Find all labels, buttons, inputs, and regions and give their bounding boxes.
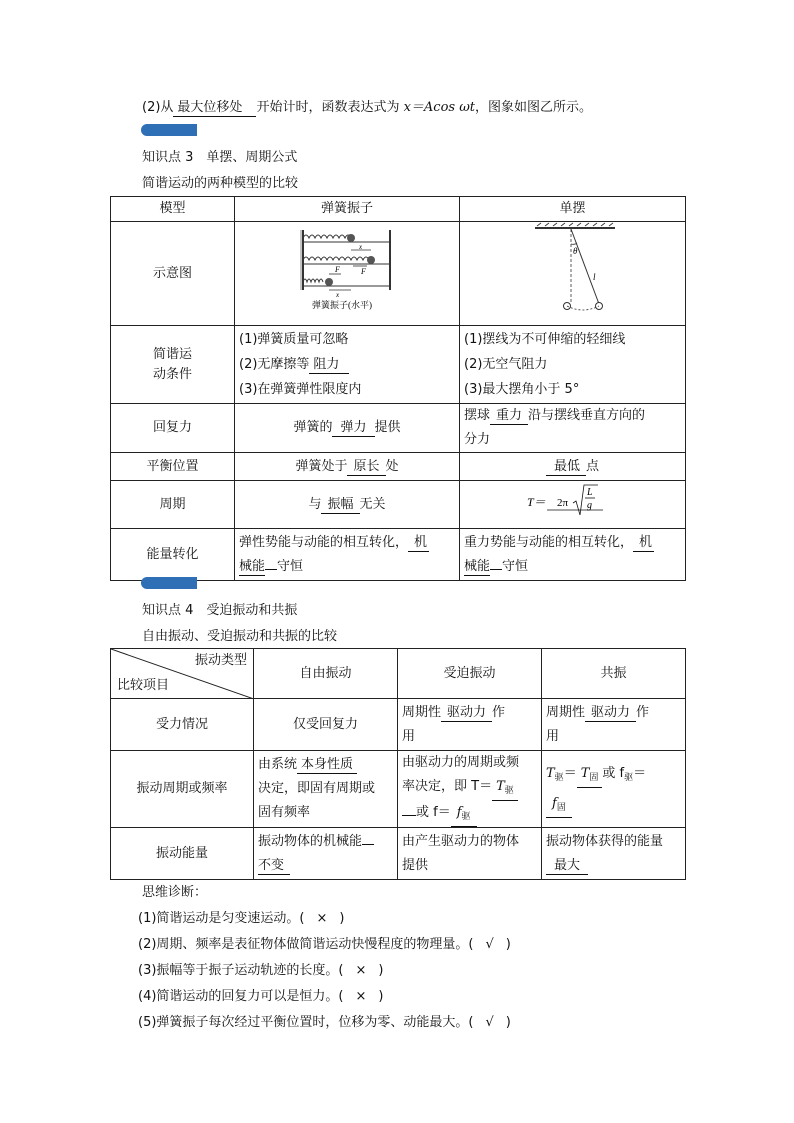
pendulum-restoring: 摆球 重力 沿与摆线垂直方向的 分力 — [460, 404, 686, 453]
spring-condition-2: (2)无摩擦等 阻力 — [239, 352, 455, 377]
header-resonance: 共振 — [542, 649, 686, 699]
answer-blank: 机 — [408, 534, 429, 552]
conditions-label-line1: 简谐运 — [152, 346, 192, 362]
list-item: (2)周期、频率是表征物体做简谐运动快慢程度的物理量。( √ ) — [138, 937, 511, 952]
x-label: x — [359, 243, 363, 251]
length-label: l — [592, 272, 596, 282]
table-row — [111, 222, 686, 326]
spring-period: 与 振幅 无关 — [235, 481, 460, 529]
spring-condition-1: (1)弹簧质量可忽略 — [239, 332, 349, 347]
spring-conditions — [235, 326, 460, 404]
formula-g: g — [586, 500, 592, 511]
list-item: (4)简谐运动的回复力可以是恒力。( × ) — [138, 989, 384, 1004]
free-period-line2: 决定，即固有周期或 — [258, 781, 376, 796]
answer-blank: 本身性质 — [297, 756, 357, 774]
answer-mark: √ — [485, 937, 494, 952]
answer-blank: $f_固$ — [546, 795, 572, 818]
table-header-row — [111, 649, 686, 699]
energy-label: 振动能量 — [111, 828, 254, 880]
answer-blank: 驱动力 — [441, 704, 492, 722]
force-label: F — [335, 265, 340, 274]
spring-oscillator-diagram — [237, 222, 457, 318]
period-formula — [523, 481, 623, 521]
answer-blank: 重力 — [490, 407, 528, 425]
list-item: (5)弹簧振子每次经过平衡位置时，位移为零、动能最大。( √ ) — [138, 1015, 511, 1030]
table-row — [111, 481, 686, 529]
forced-force: 周期性 驱动力 作 用 — [398, 699, 542, 751]
pendulum-condition-3: (3)最大摆角小于 5° — [464, 382, 580, 397]
forced-force-line2: 用 — [402, 728, 416, 744]
pendulum-conditions — [460, 326, 686, 404]
header-pendulum: 单摆 — [460, 197, 686, 222]
period-label: 振动周期或频率 — [111, 751, 254, 828]
section3-title: 知识点 3 单摆、周期公式 — [142, 150, 298, 165]
header-spring: 弹簧振子 — [235, 197, 460, 222]
forced-energy — [398, 828, 542, 880]
table-row — [111, 699, 686, 751]
spring-energy: 弹性势能与动能的相互转化， 机 械能 守恒 — [235, 529, 460, 581]
intro-suffix: ，图象如图乙所示。 — [475, 100, 593, 115]
energy-label: 能量转化 — [111, 529, 235, 581]
conditions-label — [111, 326, 235, 404]
formula-T: T＝ — [526, 495, 546, 509]
table-row — [111, 326, 686, 404]
diagonal-header-cell — [111, 649, 254, 699]
answer-blank: $T_驱$ — [492, 778, 518, 801]
resonance-energy — [542, 828, 686, 880]
force-label: F — [361, 267, 366, 276]
section4-subtitle: 自由振动、受迫振动和共振的比较 — [142, 629, 338, 644]
answer-blank: 最大 — [546, 857, 588, 875]
formula-2pi: 2π — [556, 497, 568, 509]
spring-caption: 弹簧振子(水平) — [312, 300, 372, 310]
pendulum-condition-2: (2)无空气阻力 — [464, 357, 548, 372]
answer-blank: 阻力 — [309, 356, 349, 374]
answer-blank: 弹力 — [332, 419, 374, 437]
list-item: (1)简谐运动是匀变速运动。( × ) — [138, 911, 345, 926]
period-label: 周期 — [111, 481, 235, 529]
answer-blank: 械能 — [464, 558, 491, 574]
free-period-line3: 固有频率 — [258, 805, 311, 820]
formula-L: L — [586, 487, 593, 498]
answer-blank: 机 — [633, 534, 654, 552]
answer-mark: × — [316, 911, 328, 926]
answer-blank: 不变 — [258, 857, 290, 875]
answer-blank: 原长 — [347, 458, 385, 476]
header-free: 自由振动 — [254, 649, 398, 699]
restoring-label: 回复力 — [111, 404, 235, 453]
answer-mark: × — [355, 989, 367, 1004]
intro-mid: 开始计时，函数表达式为 — [256, 100, 404, 115]
header-model: 模型 — [111, 197, 235, 222]
free-energy: 振动物体的机械能 不变 — [254, 828, 398, 880]
section3-subtitle: 简谐运动的两种模型的比较 — [142, 176, 299, 191]
answer-blank: 驱动力 — [585, 704, 636, 722]
answer-blank: 最大位移处 — [173, 99, 256, 117]
table-row — [111, 751, 686, 828]
x-label: x — [336, 291, 340, 299]
force-label: 受力情况 — [111, 699, 254, 751]
intro-line — [142, 96, 592, 117]
pendulum-diagram-cell — [460, 222, 686, 326]
answer-mark: × — [355, 963, 367, 978]
resonance-energy-line1: 振动物体获得的能量 — [546, 833, 664, 849]
corner-top-label: 振动类型 — [194, 653, 247, 668]
forced-period-line1: 由驱动力的周期或频 — [402, 755, 520, 770]
model-comparison-table — [110, 196, 686, 581]
section-badge — [141, 577, 197, 589]
resonance-period: $T_驱= T_固$ 或 $f_驱=$ $f_固$ — [542, 751, 686, 828]
diagnosis-title: 思维诊断： — [142, 885, 208, 900]
forced-energy-line1: 由产生驱动力的物体 — [402, 833, 520, 849]
resonance-force: 周期性 驱动力 作 用 — [542, 699, 686, 751]
spring-diagram-cell — [235, 222, 460, 326]
theta-label: θ — [572, 246, 577, 256]
resonance-force-line2: 用 — [546, 728, 560, 744]
pendulum-energy: 重力势能与动能的相互转化， 机 械能 守恒 — [460, 529, 686, 581]
forced-energy-line2: 提供 — [402, 857, 429, 873]
header-forced: 受迫振动 — [398, 649, 542, 699]
pendulum-equilibrium: 最低 点 — [460, 453, 686, 481]
spring-restoring: 弹簧的 弹力 提供 — [235, 404, 460, 453]
equilibrium-label: 平衡位置 — [111, 453, 235, 481]
table-header-row — [111, 197, 686, 222]
corner-bottom-label: 比较项目 — [117, 678, 170, 693]
formula: x＝Acos ωt — [403, 100, 476, 115]
intro-prefix: (2)从 — [142, 100, 174, 115]
answer-blank: 械能 — [239, 558, 266, 574]
forced-period: 由驱动力的周期或频 率决定，即 $T= T_驱$ 或 $f= f_驱$ — [398, 751, 542, 828]
list-item: (3)振幅等于振子运动轨迹的长度。( × ) — [138, 963, 384, 978]
answer-blank: $T_固$ — [577, 765, 603, 788]
vibration-comparison-table — [110, 648, 686, 880]
spring-equilibrium: 弹簧处于 原长 处 — [235, 453, 460, 481]
section4-title: 知识点 4 受迫振动和共振 — [142, 603, 298, 618]
answer-mark: √ — [485, 1015, 494, 1030]
pendulum-diagram — [463, 222, 683, 318]
pendulum-condition-1: (1)摆线为不可伸缩的轻细线 — [464, 332, 626, 347]
diagram-label: 示意图 — [111, 222, 235, 326]
section-badge — [141, 124, 197, 136]
table-row — [111, 404, 686, 453]
free-force: 仅受回复力 — [254, 699, 398, 751]
answer-blank: $f_驱$ — [451, 804, 477, 827]
pendulum-period-formula — [460, 481, 686, 529]
answer-blank: 振幅 — [321, 496, 359, 514]
spring-condition-3: (3)在弹簧弹性限度内 — [239, 382, 362, 397]
table-row — [111, 529, 686, 581]
free-period: 由系统 本身性质 决定，即固有周期或 固有频率 — [254, 751, 398, 828]
answer-blank: 最低 — [546, 458, 586, 476]
pendulum-restoring-line2: 分力 — [464, 432, 491, 447]
conditions-label-line2: 动条件 — [152, 366, 192, 382]
table-row — [111, 453, 686, 481]
table-row — [111, 828, 686, 880]
